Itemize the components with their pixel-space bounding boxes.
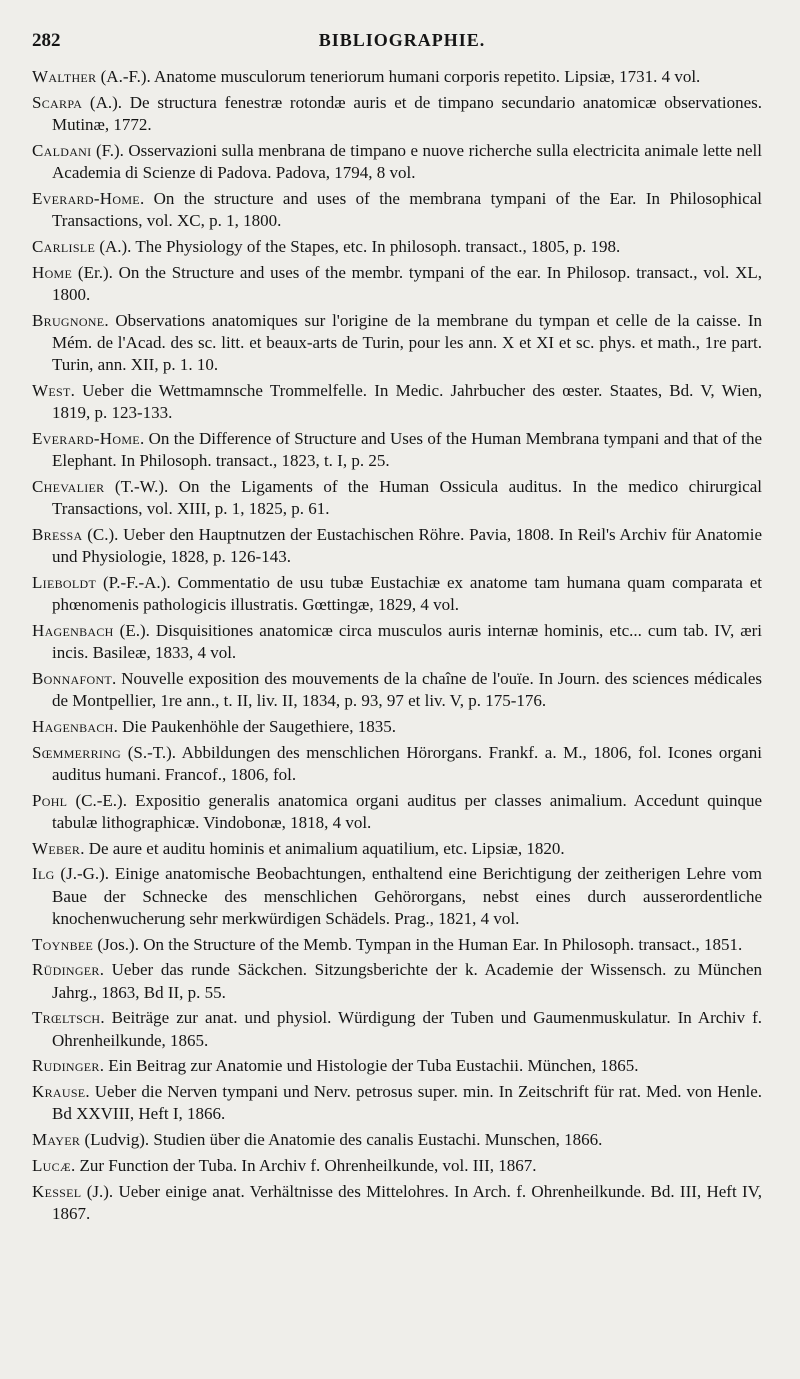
entry-text: . Die Paukenhöhle der Saugethiere, 1835. xyxy=(113,716,396,736)
entry-author: Ilg xyxy=(32,864,55,884)
entry-text: (J.). Ueber einige anat. Verhältnisse des Mittelohres. In Arch. f. Ohrenheilkunde. Bd. III, Heft IV, 1867. xyxy=(52,1181,762,1223)
entry-text: . Nouvelle exposition des mouvements de la chaîne de l'ouïe. In Journ. des sciences médicales de Montpellier, 1re ann., t. II, liv. II, 1834, p. 93, 97 et liv. V, p. 175-176. xyxy=(52,668,762,710)
entry-author: West xyxy=(32,380,71,400)
entry-text: . On the Difference of Structure and Uses of the Human Membrana tympani and that of the Elephant. In Philosoph. transact., 1823, t. I, p. 25. xyxy=(52,428,762,470)
entry-text: (C.). Ueber den Hauptnutzen der Eustachischen Röhre. Pavia, 1808. In Reil's Archiv für Anatomie und Physiologie, 1828, p. 126-143. xyxy=(52,524,762,566)
bibliography-entry xyxy=(32,428,762,472)
entry-text: (T.-W.). On the Ligaments of the Human Ossicula auditus. In the medico chirurgical Transactions, vol. XIII, p. 1, 1825, p. 61. xyxy=(52,476,762,518)
bibliography-entry xyxy=(32,1081,762,1125)
bibliography-entry xyxy=(32,838,762,860)
bibliography-entry xyxy=(32,934,762,956)
bibliography-entry xyxy=(32,262,762,306)
entry-author: Caldani xyxy=(32,140,92,160)
entry-author: Everard-Home xyxy=(32,428,140,448)
bibliography-entry xyxy=(32,66,762,88)
bibliography-entry xyxy=(32,236,762,258)
entry-author: Pohl xyxy=(32,790,68,810)
entry-text: . De aure et auditu hominis et animalium aquatilium, etc. Lipsiæ, 1820. xyxy=(80,838,565,858)
bibliography-entry xyxy=(32,476,762,520)
entry-author: Brugnone xyxy=(32,310,105,330)
entry-text: (S.-T.). Abbildungen des menschlichen Hörorgans. Frankf. a. M., 1806, fol. Icones organi auditus humani. Francof., 1806, fol. xyxy=(52,742,762,784)
bibliography-entry xyxy=(32,742,762,786)
entry-author: Carlisle xyxy=(32,236,96,256)
bibliography-entry xyxy=(32,380,762,424)
entry-text: (E.). Disquisitiones anatomicæ circa musculos auris internæ hominis, etc... cum tab. IV, æri incis. Basileæ, 1833, 4 vol. xyxy=(52,620,762,662)
entry-text: (Ludvig). Studien über die Anatomie des canalis Eustachi. Munschen, 1866. xyxy=(80,1130,603,1150)
entry-author: Chevalier xyxy=(32,476,105,496)
bibliography-entry xyxy=(32,716,762,738)
entry-text: . On the structure and uses of the membrana tympani of the Ear. In Philosophical Transactions, vol. XC, p. 1, 1800. xyxy=(52,188,762,230)
entry-text: (Er.). On the Structure and uses of the membr. tympani of the ear. In Philosop. transact., vol. XL, 1800. xyxy=(52,262,762,304)
bibliography-entry xyxy=(32,959,762,1003)
bibliography-entry xyxy=(32,1007,762,1051)
entry-author: Lieboldt xyxy=(32,572,97,592)
entry-text: (Jos.). On the Structure of the Memb. Tympan in the Human Ear. In Philosoph. transact., 1851. xyxy=(93,934,743,954)
entry-text: (J.-G.). Einige anatomische Beobachtungen, enthaltend eine Berichtigung der zeitherigen Lehre vom Baue der Schnecke des menschlichen Gehörorgans, nebst eines durch ausserordentliche knochenwucherung sehr merkwürdigen Schädels. Prag., 1821, 4 vol. xyxy=(52,864,762,928)
entry-author: Weber xyxy=(32,838,81,858)
bibliography-entry xyxy=(32,668,762,712)
running-head: BIBLIOGRAPHIE. xyxy=(318,30,486,50)
bibliography-entry xyxy=(32,620,762,664)
entry-author: Scarpa xyxy=(32,92,83,112)
bibliography-entry xyxy=(32,524,762,568)
page-header xyxy=(32,30,772,58)
bibliography-entry xyxy=(32,1055,762,1077)
bibliography-entry xyxy=(32,92,762,136)
bibliography-entry xyxy=(32,572,762,616)
entry-author: Toynbee xyxy=(32,934,94,954)
entry-author: Mayer xyxy=(32,1130,81,1150)
entry-author: Everard-Home xyxy=(32,188,140,208)
entry-author: Lucæ xyxy=(32,1155,71,1175)
bibliography-entry xyxy=(32,790,762,834)
entry-text: . Ein Beitrag zur Anatomie und Histologie der Tuba Eustachii. München, 1865. xyxy=(99,1056,639,1076)
entry-text: (A.-F.). Anatome musculorum teneriorum humani corporis repetito. Lipsiæ, 1731. 4 vol. xyxy=(96,67,701,86)
entry-text: . Ueber die Nerven tympani und Nerv. petrosus super. min. In Zeitschrift für rat. Med. von Henle. Bd XXVIII, Heft I, 1866. xyxy=(52,1082,762,1124)
entry-author: Kessel xyxy=(32,1181,82,1201)
entry-text: (A.). The Physiology of the Stapes, etc. In philosoph. transact., 1805, p. 198. xyxy=(95,236,621,256)
entry-text: (P.-F.-A.). Commentatio de usu tubæ Eustachiæ ex anatome tam humana quam comparata et phœnomenis pathologicis illustratis. Gœttingæ, 1829, 4 vol. xyxy=(52,572,762,614)
entry-author: Krause xyxy=(32,1082,86,1102)
bibliography-entry xyxy=(32,863,762,930)
entry-author: Bonnafont xyxy=(32,668,113,688)
entry-author: Home xyxy=(32,262,73,282)
entry-text: (C.-E.). Expositio generalis anatomica organi auditus per classes animalium. Accedunt quinque tabulæ lithographicæ. Vindobonæ, 1818, 4 vol. xyxy=(52,790,762,832)
bibliography-list xyxy=(32,66,762,1229)
entry-text: (F.). Osservazioni sulla menbrana de timpano e nuove richerche sulla electricita animale lette nell Academia di Scienze di Padova. Padova, 1794, 8 vol. xyxy=(52,140,762,182)
entry-author: Sœmmerring xyxy=(32,742,122,762)
entry-author: Hagenbach xyxy=(32,716,114,736)
entry-author: Rüdinger xyxy=(32,960,100,980)
entry-author: Bressa xyxy=(32,524,83,544)
entry-text: . Ueber die Wettmamnsche Trommelfelle. In Medic. Jahrbucher des œster. Staates, Bd. V, Wien, 1819, p. 123-133. xyxy=(52,380,762,422)
bibliography-entry xyxy=(32,188,762,232)
entry-author: Walther xyxy=(32,67,97,86)
page-number: 282 xyxy=(32,30,61,51)
entry-author: Trœltsch xyxy=(32,1008,101,1028)
entry-text: . Beiträge zur anat. und physiol. Würdigung der Tuben und Gaumenmuskulatur. In Archiv f. Ohrenheilkunde, 1865. xyxy=(52,1008,762,1050)
bibliography-entry xyxy=(32,140,762,184)
entry-text: . Observations anatomiques sur l'origine de la membrane du tympan et celle de la caisse. In Mém. de l'Acad. des sc. litt. et beaux-arts de Turin, pour les ann. X et XI et sc. phys. et math., 1re part. Turin, ann. XII, p. 1. 10. xyxy=(52,310,762,374)
entry-text: . Ueber das runde Säckchen. Sitzungsberichte der k. Academie der Wissensch. zu München Jahrg., 1863, Bd II, p. 55. xyxy=(52,960,762,1002)
bibliography-entry xyxy=(32,1129,762,1151)
entry-text: (A.). De structura fenestræ rotondæ auris et de timpano secundario anatomicæ observationes. Mutinæ, 1772. xyxy=(52,92,762,134)
bibliography-entry xyxy=(32,1181,762,1225)
bibliography-entry xyxy=(32,310,762,377)
entry-author: Rudinger xyxy=(32,1056,100,1076)
entry-text: . Zur Function der Tuba. In Archiv f. Ohrenheilkunde, vol. III, 1867. xyxy=(70,1155,537,1175)
bibliography-entry xyxy=(32,1155,762,1177)
entry-author: Hagenbach xyxy=(32,620,114,640)
